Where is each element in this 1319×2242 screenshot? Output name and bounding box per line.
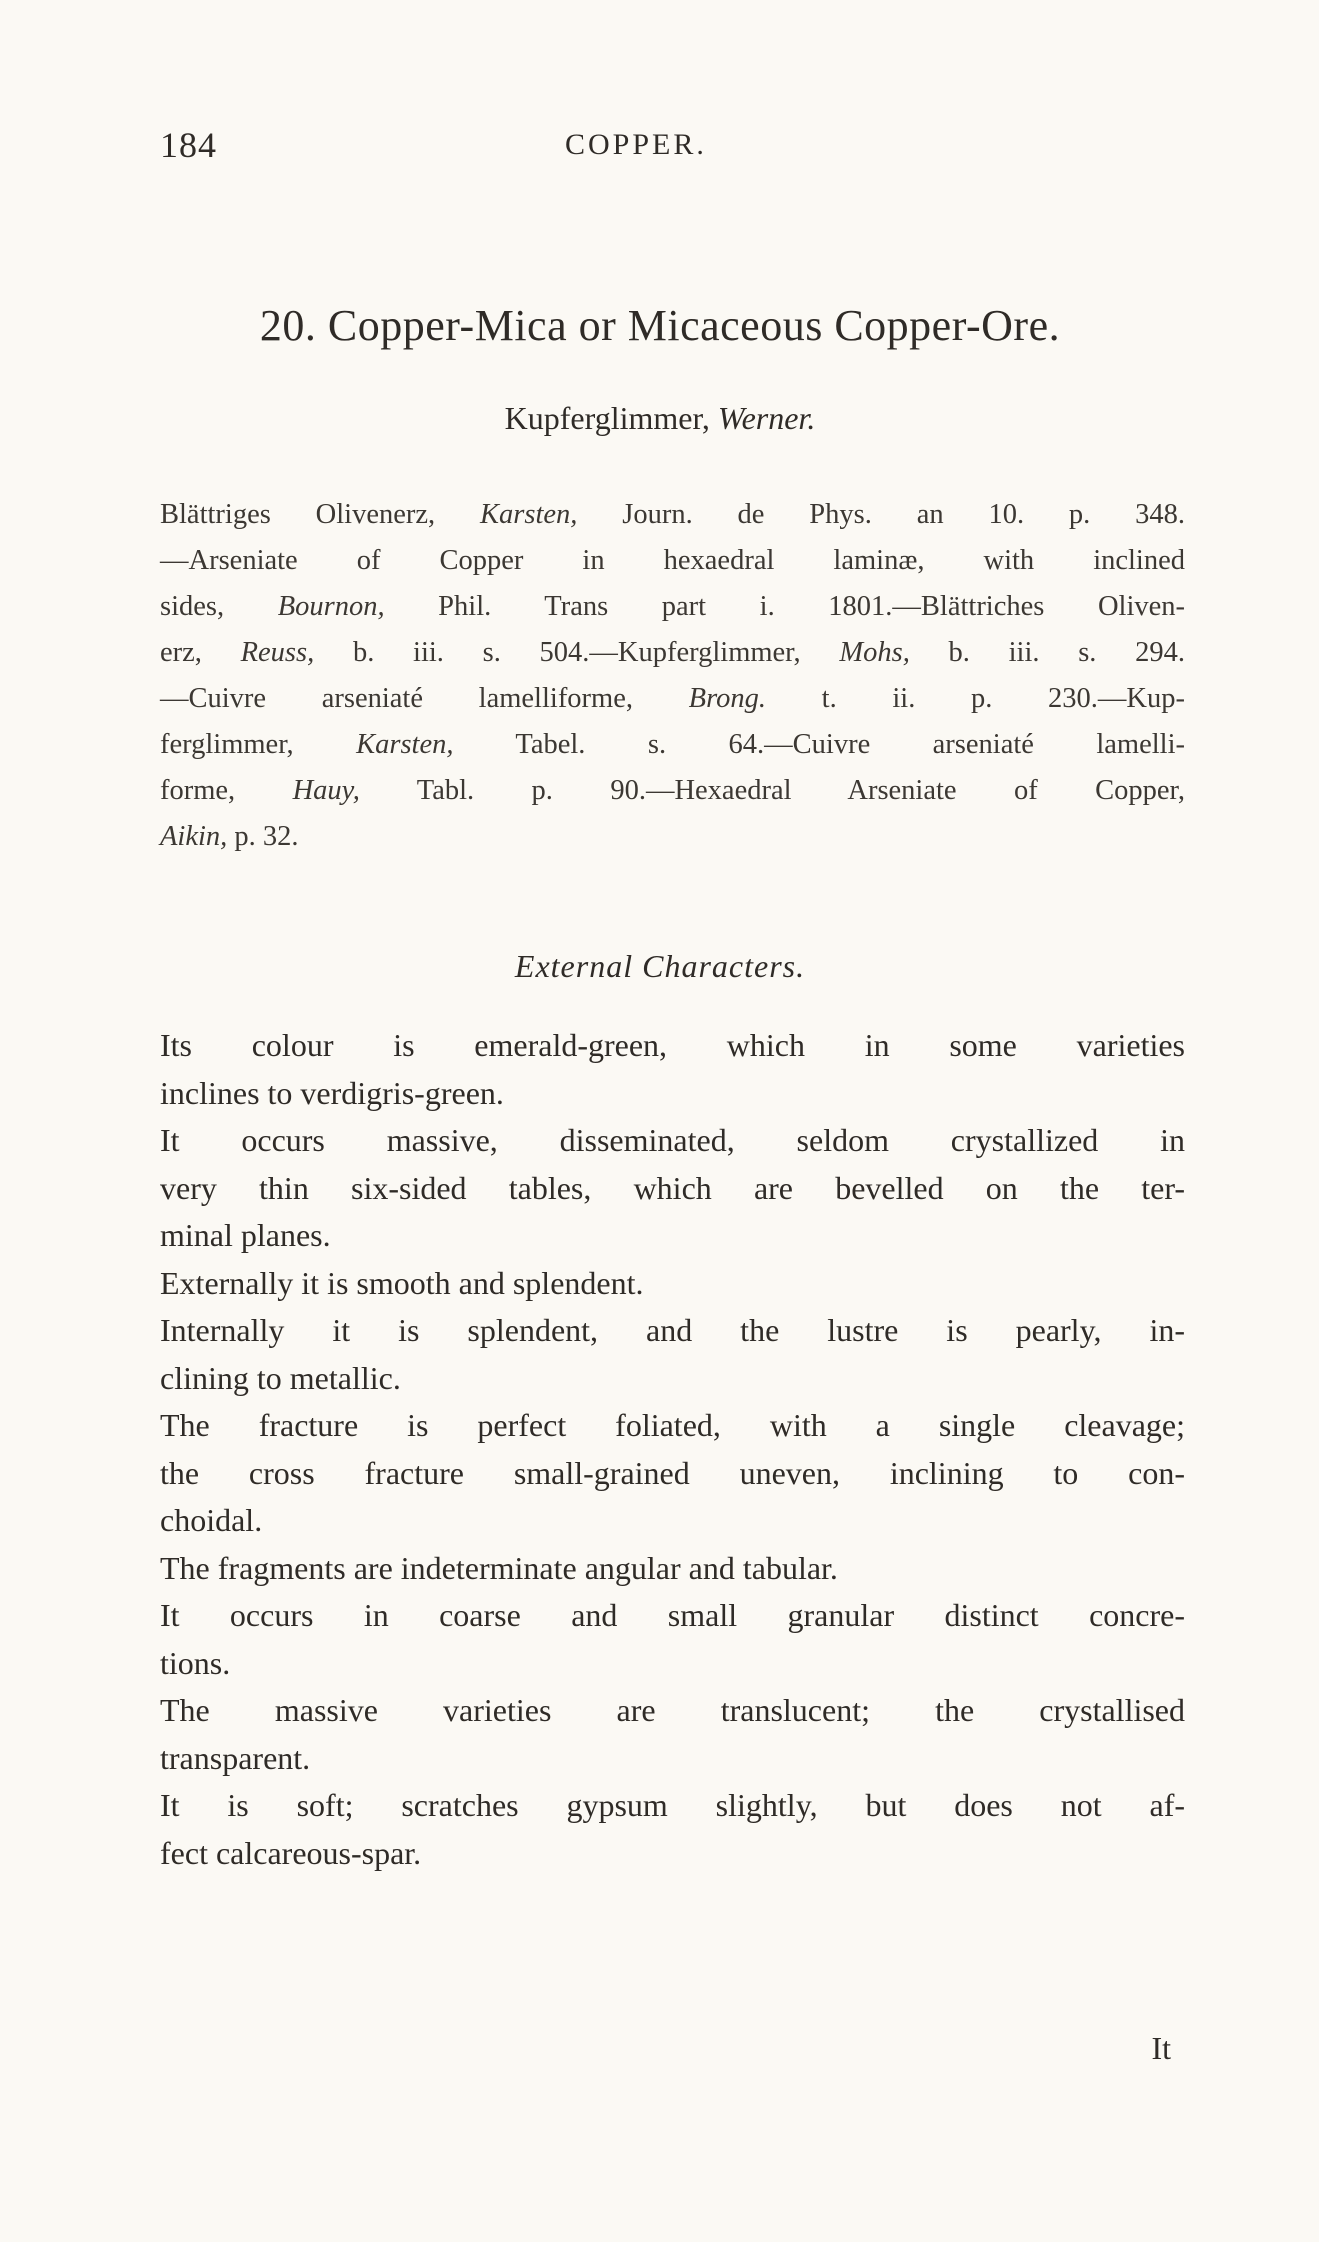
paragraph-line: inclines to verdigris-green. [160, 1074, 504, 1111]
external-characters-heading: External Characters. [514, 948, 806, 984]
paragraph-line: tions. [160, 1644, 231, 1681]
paragraph-line: Externally it is smooth and splendent. [160, 1264, 644, 1301]
synonymy-authority: Karsten, [480, 499, 578, 530]
paragraph-line: The fragments are indeterminate angular and tabular. [160, 1549, 838, 1586]
paragraph-line: the cross fracture small-grained uneven, inclining to con- [160, 1454, 1185, 1491]
synonymy-text: Blättriges Olivenerz, [160, 499, 480, 530]
section-subtitle [160, 400, 1160, 437]
paragraph-line: The massive varieties are translucent; the crystallised [160, 1692, 1185, 1728]
body-text [160, 1022, 1185, 1877]
synonymy-text: b. iii. s. 294. [909, 637, 1185, 668]
paragraph [160, 1782, 1185, 1877]
paragraph-line: It is soft; scratches gypsum slightly, but does not af- [160, 1787, 1185, 1823]
paragraph [160, 1260, 1185, 1308]
paragraph-line: very thin six-sided tables, which are bevelled on the ter- [160, 1169, 1185, 1206]
synonymy-text: p. 32. [227, 821, 299, 852]
synonymy-line [160, 676, 1185, 722]
synonymy-authority: Bournon, [277, 591, 385, 622]
synonymy-authority: Hauy, [292, 775, 360, 806]
synonymy-line [160, 814, 1185, 860]
catchword: It [1151, 2030, 1171, 2066]
paragraph-line: transparent. [160, 1739, 311, 1776]
paragraph-line: minal planes. [160, 1217, 331, 1253]
synonymy-authority: Mohs, [839, 637, 910, 668]
synonymy-line [160, 538, 1185, 584]
synonymy-line [160, 722, 1185, 768]
synonymy-text: Tabel. s. 64.—Cuivre arseniaté lamelli- [453, 729, 1185, 760]
synonymy-line [160, 492, 1185, 538]
synonymy-text: sides, [160, 591, 278, 622]
synonymy-text: Phil. Trans part i. 1801.—Blättriches Oliven- [384, 591, 1186, 622]
paragraph-line: It occurs in coarse and small granular distinct concre- [160, 1597, 1185, 1633]
synonymy-block [160, 492, 1185, 860]
synonymy-text: Journ. de Phys. an 10. p. 348. [577, 499, 1186, 530]
synonymy-text: ferglimmer, [160, 729, 357, 760]
paragraph [160, 1307, 1185, 1402]
synonymy-text: b. iii. s. 504.—Kupferglimmer, [314, 637, 840, 668]
paragraph-line: Its colour is emerald-green, which in some varieties [160, 1027, 1185, 1063]
page-number: 184 [160, 125, 217, 165]
paragraph [160, 1402, 1185, 1545]
subtitle-mineral-name: Kupferglimmer, [504, 400, 710, 436]
synonymy-authority: Reuss, [240, 637, 315, 668]
section-title: 20. Copper-Mica or Micaceous Copper-Ore. [259, 301, 1061, 350]
paragraph-line: The fracture is perfect foliated, with a single cleavage; [160, 1407, 1185, 1443]
synonymy-authority: Brong. [688, 683, 766, 714]
synonymy-text: t. ii. p. 230.—Kup- [766, 683, 1186, 714]
paragraph [160, 1117, 1185, 1260]
synonymy-authority: Karsten, [356, 729, 454, 760]
synonymy-authority: Aikin, [160, 821, 228, 852]
synonymy-text: forme, [160, 775, 293, 806]
synonymy-text: Tabl. p. 90.—Hexaedral Arseniate of Copper, [359, 775, 1186, 806]
paragraph-line: Internally it is splendent, and the lustre is pearly, in- [160, 1312, 1185, 1348]
synonymy-line [160, 630, 1185, 676]
paragraph [160, 1545, 1185, 1593]
synonymy-line [160, 768, 1185, 814]
paragraph [160, 1022, 1185, 1117]
running-head [160, 124, 1170, 174]
synonymy-text: —Arseniate of Copper in hexaedral laminæ, with inclined [160, 545, 1185, 576]
synonymy-line [160, 584, 1185, 630]
paragraph [160, 1592, 1185, 1687]
paragraph-line: fect calcareous-spar. [160, 1834, 422, 1871]
running-title: COPPER. [565, 128, 707, 161]
paragraph-line: choidal. [160, 1502, 263, 1538]
paragraph-line: clining to metallic. [160, 1359, 401, 1396]
synonymy-text: erz, [160, 637, 241, 668]
subtitle-author: Werner. [717, 400, 816, 436]
paragraph-line: It occurs massive, disseminated, seldom crystallized in [160, 1122, 1185, 1158]
synonymy-text: —Cuivre arseniaté lamelliforme, [160, 683, 689, 714]
paragraph [160, 1687, 1185, 1782]
